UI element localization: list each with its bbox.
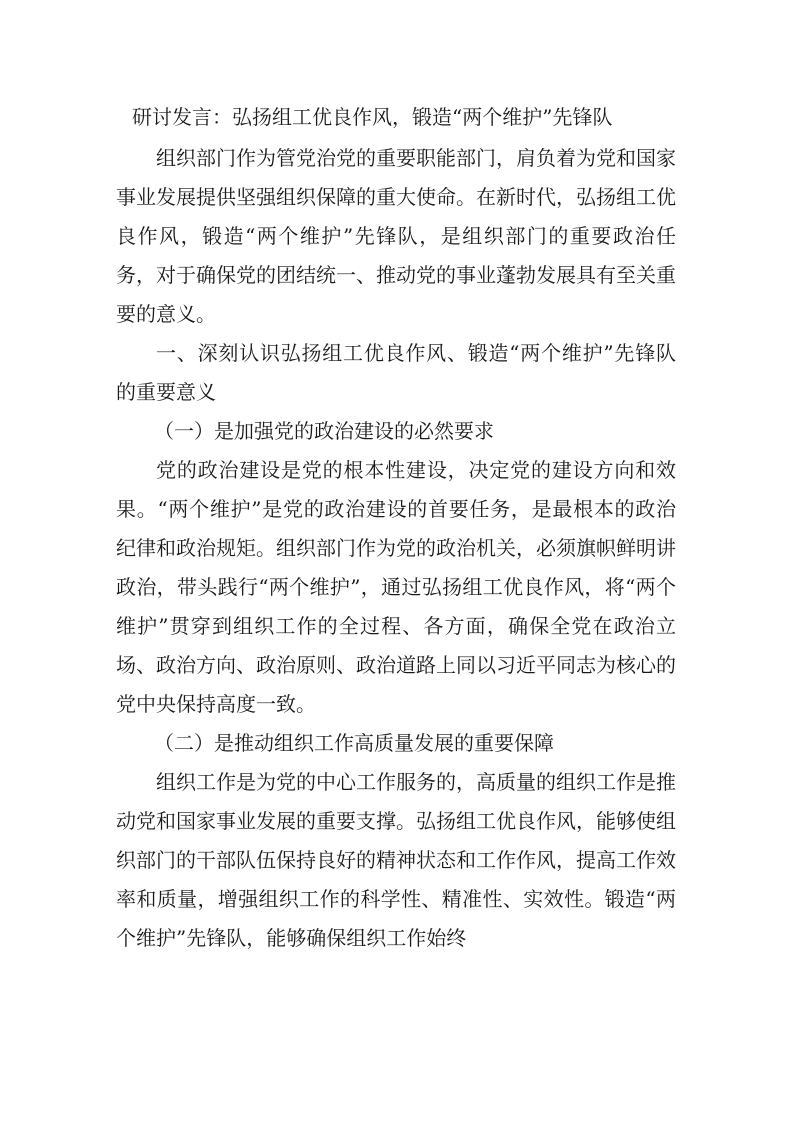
document-title: 研讨发言：弘扬组工优良作风，锻造“两个维护”先锋队 (132, 105, 613, 129)
subsection-heading-1: （一）是加强党的政治建设的必然要求 (154, 419, 494, 443)
document-page (116, 95, 676, 958)
subsection-body-1: 党的政治建设是党的根本性建设，决定党的建设方向和效果。“两个维护”是党的政治建设的首要任务，是最根本的政治纪律和政治规矩。组织部门作为党的政治机关，必须旗帜鲜明讲政治，带头践行“两个维护”，通过弘扬组工优良作风，将“两个维护”贯穿到组织工作的全过程、各方面，确保全党在政治立场、政治方向、政治原则、政治道路上同以习近平同志为核心的党中央保持高度一致。 (116, 458, 676, 716)
section-heading-1: 一、深刻认识弘扬组工优良作风、锻造“两个维护”先锋队的重要意义 (116, 341, 676, 404)
subsection-heading-2: （二）是推动组织工作高质量发展的重要保障 (154, 731, 554, 755)
subsection-body-2: 组织工作是为党的中心工作服务的，高质量的组织工作是推动党和国家事业发展的重要支撑。弘扬组工优良作风，能够使组织部门的干部队伍保持良好的精神状态和工作作风，提高工作效率和质量，增强组织工作的科学性、精准性、实效性。锻造“两个维护”先锋队，能够确保组织工作始终 (116, 770, 676, 950)
intro-paragraph: 组织部门作为管党治党的重要职能部门，肩负着为党和国家事业发展提供坚强组织保障的重大使命。在新时代，弘扬组工优良作风，锻造“两个维护”先锋队，是组织部门的重要政治任务，对于确保党的团结统一、推动党的事业蓬勃发展具有至关重要的意义。 (116, 146, 676, 326)
